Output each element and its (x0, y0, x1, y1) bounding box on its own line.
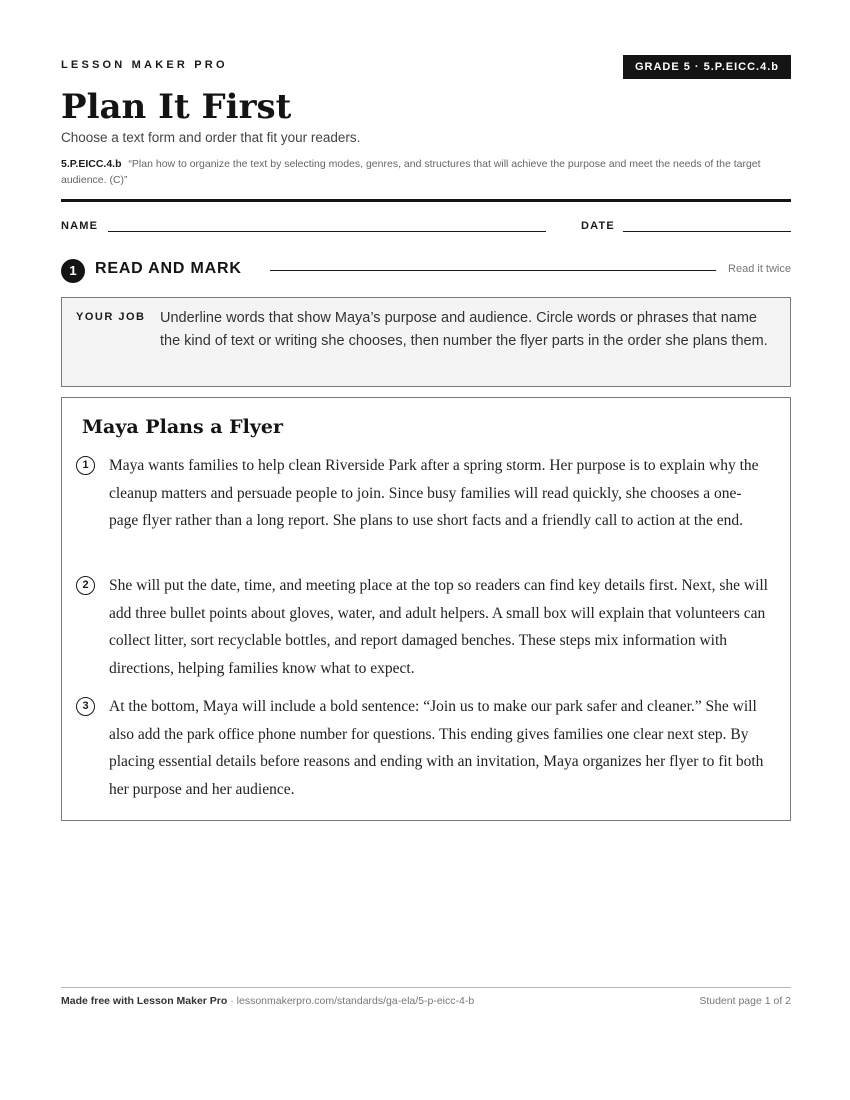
student-info-fields (61, 219, 791, 235)
page-subtitle: Choose a text form and order that fit your readers. (61, 130, 361, 145)
footer-made-with: Made free with Lesson Maker Pro (61, 995, 228, 1007)
footer-url[interactable]: lessonmakerpro.com/standards/ga-ela/5-p-eicc-4-b (236, 995, 475, 1007)
name-label: NAME (61, 220, 99, 232)
your-job-instructions: Underline words that show Maya’s purpose and audience. Circle words or phrases that name the kind of text or writing she chooses, then number the flyer parts in the order she plans them. (160, 310, 768, 349)
footer-page-count: Student page 1 of 2 (699, 995, 791, 1007)
paragraph-text: At the bottom, Maya will include a bold sentence: “Join us to make our park safer and cleaner.” She will also add the park office phone number for questions. This ending gives families one clear next step. By placing essential details before reasons and ending with an invitation, Maya organizes her flyer to fit both her purpose and her audience. (109, 698, 764, 798)
standard-text: “Plan how to organize the text by selecting modes, genres, and structures that will achieve the purpose and meet the needs of the target audience. (C)” (61, 158, 761, 186)
paragraph-number: 2 (76, 576, 95, 595)
section-number-badge: 1 (61, 259, 85, 283)
your-job-box (61, 297, 791, 387)
header-divider (61, 199, 791, 202)
your-job-label: YOUR JOB (76, 311, 146, 323)
reading-passage (61, 397, 791, 821)
standard-description (61, 156, 791, 188)
paragraph-text: Maya wants families to help clean Riverside Park after a spring storm. Her purpose is to explain why the cleanup matters and persuade people to join. Since busy families will read quickly, she chooses a one-page flyer rather than a long report. She plans to use short facts and a friendly call to action at the end. (109, 457, 759, 529)
paragraph-number: 3 (76, 697, 95, 716)
standard-code: 5.P.EICC.4.b (61, 158, 122, 170)
footer-separator: · (227, 995, 237, 1007)
paragraph-text: She will put the date, time, and meeting place at the top so readers can find key details first. Next, she will add three bullet points about gloves, water, and adult helpers. A small box will explain that volunteers can collect litter, sort recyclable bottles, and report damaged benches. These steps mix information with directions, helping families know what to expect. (109, 577, 768, 677)
paragraph-number: 1 (76, 456, 95, 475)
date-line[interactable] (623, 231, 791, 232)
section-header-read-and-mark (61, 258, 791, 282)
top-bar (61, 55, 791, 79)
name-line[interactable] (108, 231, 546, 232)
page-title: Plan It First (61, 87, 292, 127)
section-rule (270, 270, 716, 271)
date-label: DATE (581, 220, 615, 232)
brand-name: LESSON MAKER PRO (61, 59, 228, 71)
worksheet-page (61, 0, 791, 1100)
section-hint: Read it twice (728, 263, 791, 275)
passage-title: Maya Plans a Flyer (82, 416, 284, 438)
page-footer (61, 995, 791, 1007)
grade-standard-badge: GRADE 5 · 5.P.EICC.4.b (623, 55, 791, 79)
section-title: READ AND MARK (95, 260, 242, 277)
footer-divider (61, 987, 791, 988)
